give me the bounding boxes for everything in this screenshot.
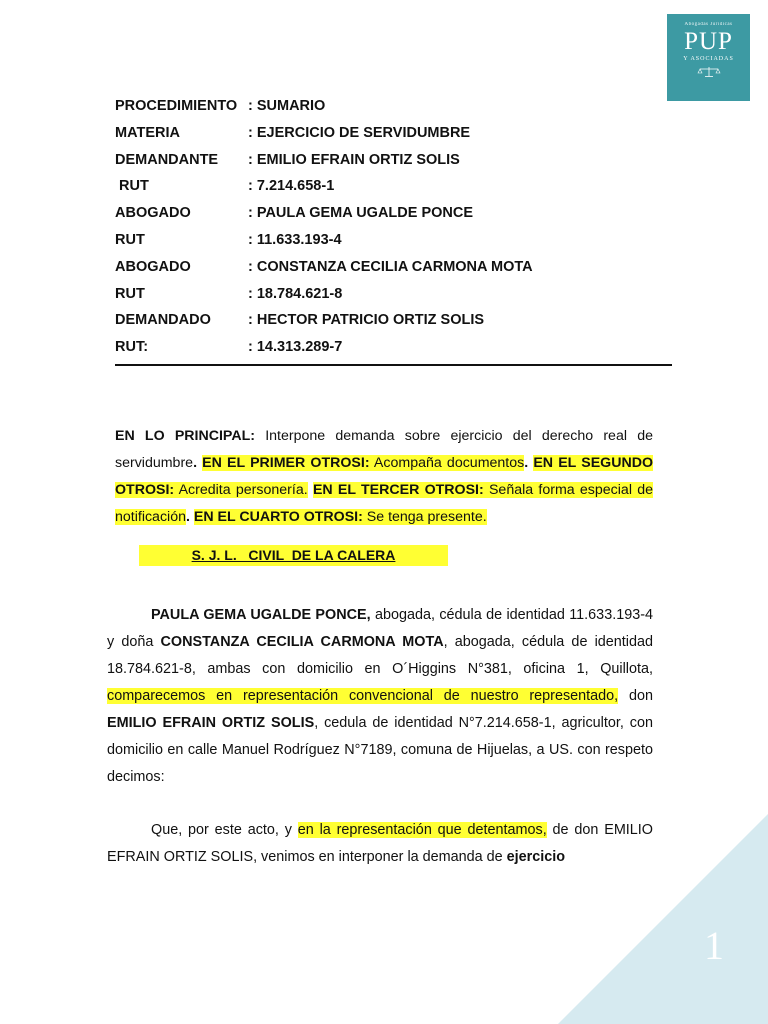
paragraph-text: de don EMILIO EFRAIN ORTIZ SOLIS, venimos en interponer la demanda de (107, 822, 653, 865)
header-row-rut-abogado-1: RUT : 11.633.193-4 (115, 231, 342, 248)
highlighted-text: comparecemos en representación convencional de nuestro representado, (107, 688, 619, 704)
client-name: EMILIO EFRAIN ORTIZ SOLIS (107, 715, 315, 731)
principal-text: Interpone demanda sobre ejercicio del derecho real de servidumbre (115, 428, 653, 471)
otrosi-4-label: EN EL CUARTO OTROSI: (193, 509, 363, 525)
header-row-demandante: DEMANDANTE : EMILIO EFRAIN ORTIZ SOLIS (115, 151, 460, 168)
paragraph-text: abogada, cédula de identidad 11.633.193-4 y doña (107, 607, 653, 650)
lawyer-name-1: PAULA GEMA UGALDE PONCE, (151, 607, 371, 623)
otrosi-1 (202, 455, 524, 471)
header-row-abogado-1: ABOGADO : PAULA GEMA UGALDE PONCE (115, 205, 474, 222)
header-row-rut-demandado: RUT: : 14.313.289-7 (115, 339, 343, 356)
court-heading: S. J. L. CIVIL DE LA CALERA (139, 545, 448, 566)
otrosi-2-label: EN EL SEGUNDO OTROSI: (115, 455, 653, 498)
header-divider (115, 364, 672, 366)
otrosi-1-text: Acompaña documentos (369, 455, 525, 471)
lawyer-name-2: CONSTANZA CECILIA CARMONA MOTA (160, 634, 444, 650)
corner-decoration (558, 814, 768, 1024)
highlighted-text: en la representación que detentamos, (297, 822, 547, 838)
paragraph-text: , cedula de identidad N°7.214.658-1, agricultor, con domicilio en calle Manuel Rodríguez N°7189, comuna de Hijuelas, a US. con respeto decimos: (107, 715, 653, 785)
logo-mark: PUP (684, 28, 733, 55)
otrosi-3-label: EN EL TERCER OTROSI: (312, 482, 484, 498)
summary-separator: . (185, 509, 194, 525)
paragraph-text: , abogada, cédula de identidad 18.784.621-8, ambas con domicilio en O´Higgins N°381, oficina 1, Quillota, (107, 634, 653, 677)
otrosi-1-label: EN EL PRIMER OTROSI: (202, 455, 370, 471)
summary-separator: . (524, 455, 534, 471)
otrosi-3-text: Señala forma especial de notificación (115, 482, 653, 525)
petition-summary (115, 423, 653, 531)
logo-tagline: Abogadas Jurídicas (684, 22, 733, 27)
paragraph-text: don (618, 688, 653, 704)
page-number: 1 (704, 923, 724, 968)
otrosi-4 (194, 509, 487, 525)
header-row-rut-abogado-2: RUT : 18.784.621-8 (115, 285, 343, 302)
otrosi-4-text: Se tenga presente. (362, 509, 487, 525)
header-row-procedimiento: PROCEDIMIENTO : SUMARIO (115, 98, 326, 114)
otrosi-2-text: Acredita personería. (174, 482, 308, 498)
header-row-abogado-2: ABOGADO : CONSTANZA CECILIA CARMONA MOTA (115, 258, 533, 275)
principal-label: EN LO PRINCIPAL: (115, 428, 255, 444)
paragraph-appearance (107, 602, 653, 791)
firm-logo (667, 14, 750, 101)
header-row-rut-demandante: RUT : 7.214.658-1 (115, 178, 335, 195)
header-row-materia: MATERIA : EJERCICIO DE SERVIDUMBRE (115, 124, 471, 141)
case-header (115, 93, 675, 361)
logo-subtitle: Y ASOCIADAS (683, 56, 734, 62)
scales-icon (667, 64, 750, 82)
summary-separator: . (193, 455, 203, 471)
bold-text: ejercicio (506, 849, 566, 865)
header-row-demandado: DEMANDADO : HECTOR PATRICIO ORTIZ SOLIS (115, 312, 485, 329)
paragraph-text: Que, por este acto, y (151, 822, 298, 838)
